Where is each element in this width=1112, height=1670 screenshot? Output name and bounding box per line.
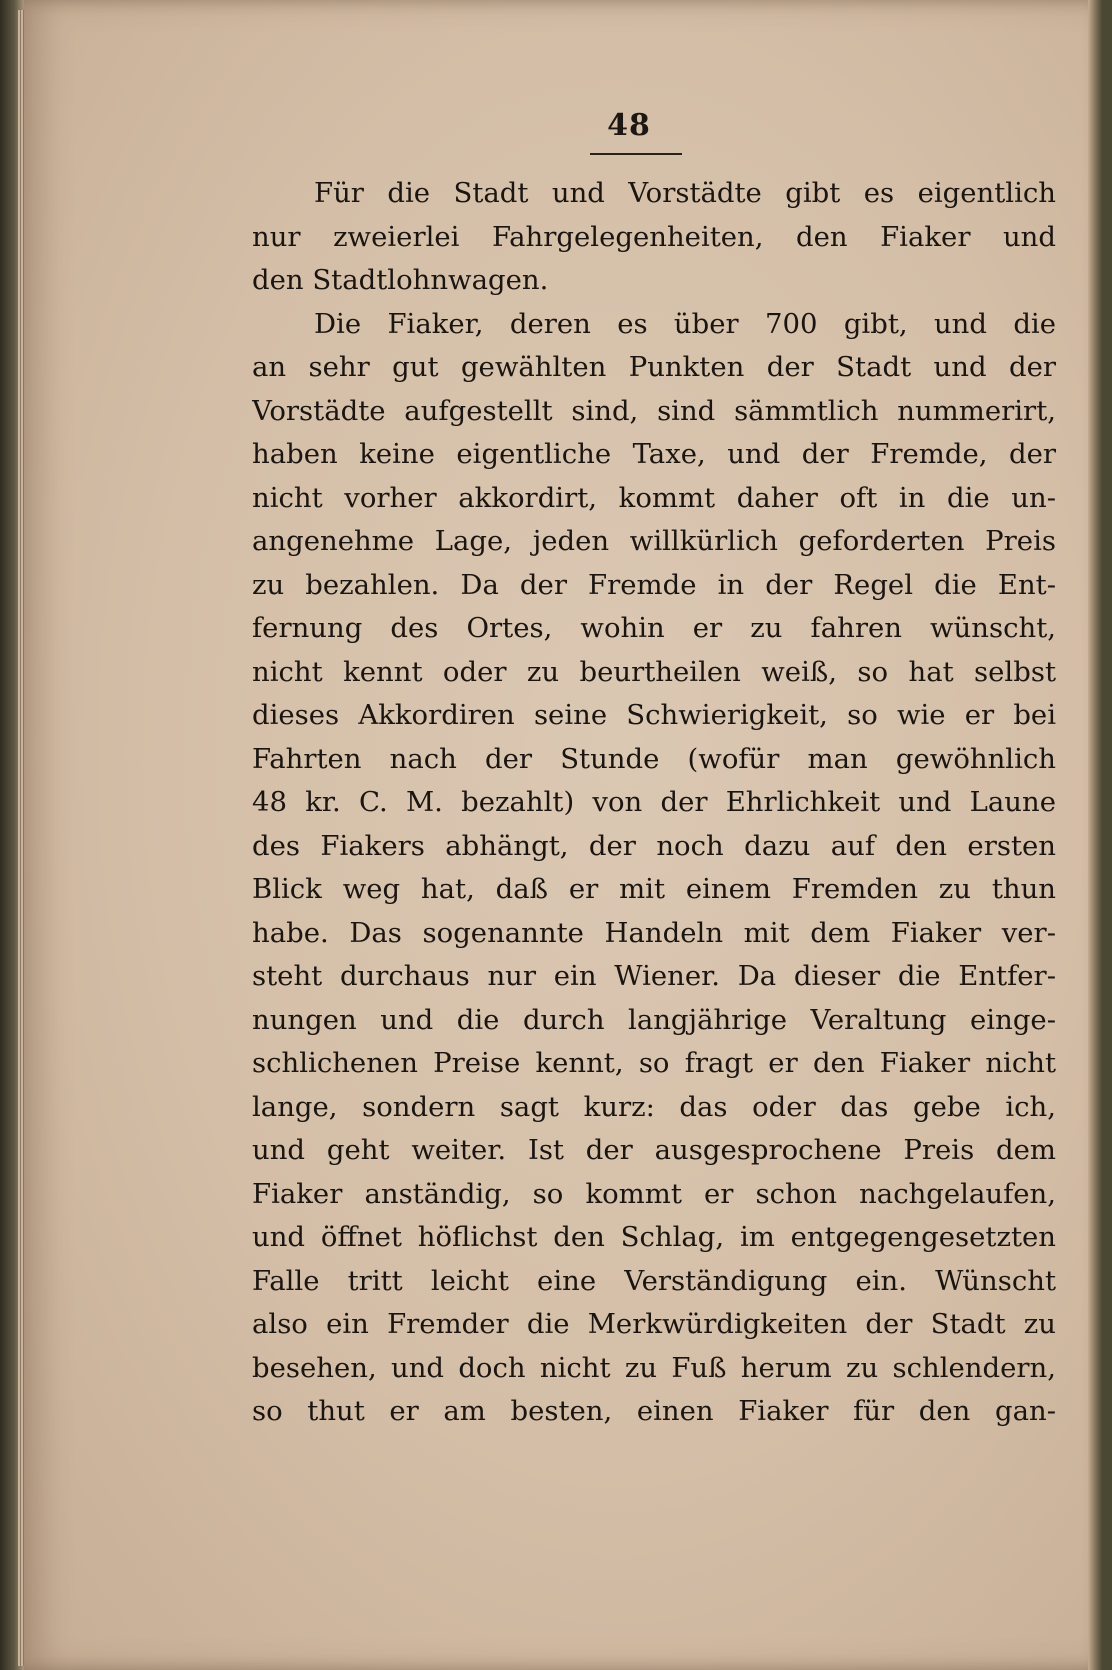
text-line: so thut er am besten, einen Fiaker für den gan- (252, 1395, 1056, 1427)
text-line: steht durchaus nur ein Wiener. Da dieser die Entfer- (252, 960, 1056, 992)
body-text (252, 172, 1056, 1434)
text-line: nungen und die durch langjährige Veraltung einge- (252, 1003, 1056, 1036)
text-line: den Stadtlohnwagen. (252, 264, 549, 296)
text-line: angenehme Lage, jeden willkürlich geforderten Preis (252, 525, 1056, 557)
text-line: nicht vorher akkordirt, kommt daher oft in die un- (252, 481, 1056, 514)
text-line: Vorstädte aufgestellt sind, sind sämmtlich nummerirt, (252, 394, 1056, 427)
text-line: an sehr gut gewählten Punkten der Stadt und der (252, 351, 1056, 383)
text-line: Fiaker anständig, so kommt er schon nachgelaufen, (252, 1177, 1056, 1210)
text-line: schlichenen Preise kennt, so fragt er den Fiaker nicht (252, 1047, 1056, 1079)
text-line: nur zweierlei Fahrgelegenheiten, den Fiaker und (252, 220, 1056, 253)
text-line: haben keine eigentliche Taxe, und der Fremde, der (252, 438, 1056, 470)
text-line: und geht weiter. Ist der ausgesprochene Preis dem (252, 1134, 1056, 1166)
text-line: Falle tritt leicht eine Verständigung ein. Wünscht (252, 1264, 1056, 1297)
text-line: zu bezahlen. Da der Fremde in der Regel die Ent- (252, 568, 1056, 601)
text-line: Für die Stadt und Vorstädte gibt es eigentlich (314, 177, 1056, 209)
text-line: lange, sondern sagt kurz: das oder das gebe ich, (252, 1090, 1056, 1123)
text-line: nicht kennt oder zu beurtheilen weiß, so hat selbst (252, 655, 1056, 688)
text-line: fernung des Ortes, wohin er zu fahren wünscht, (252, 612, 1056, 644)
text-line: Blick weg hat, daß er mit einem Fremden zu thun (252, 873, 1056, 905)
page-number: 48 (607, 108, 651, 143)
book-page (24, 0, 1102, 1670)
text-line: dieses Akkordiren seine Schwierigkeit, so wie er bei (252, 699, 1056, 731)
text-line: besehen, und doch nicht zu Fuß herum zu schlendern, (252, 1351, 1056, 1384)
text-line: 48 kr. C. M. bezahlt) von der Ehrlichkeit und Laune (252, 786, 1056, 818)
text-line: und öffnet höflichst den Schlag, im entgegengesetzten (252, 1221, 1056, 1253)
page-number-rule (590, 153, 682, 155)
text-line: Die Fiaker, deren es über 700 gibt, und die (314, 307, 1056, 340)
text-line: also ein Fremder die Merkwürdigkeiten der Stadt zu (252, 1308, 1056, 1340)
text-line: habe. Das sogenannte Handeln mit dem Fiaker ver- (252, 916, 1056, 949)
page-right-edge (1088, 0, 1102, 1670)
text-line: Fahrten nach der Stunde (wofür man gewöhnlich (252, 742, 1056, 775)
text-line: des Fiakers abhängt, der noch dazu auf den ersten (252, 829, 1056, 862)
